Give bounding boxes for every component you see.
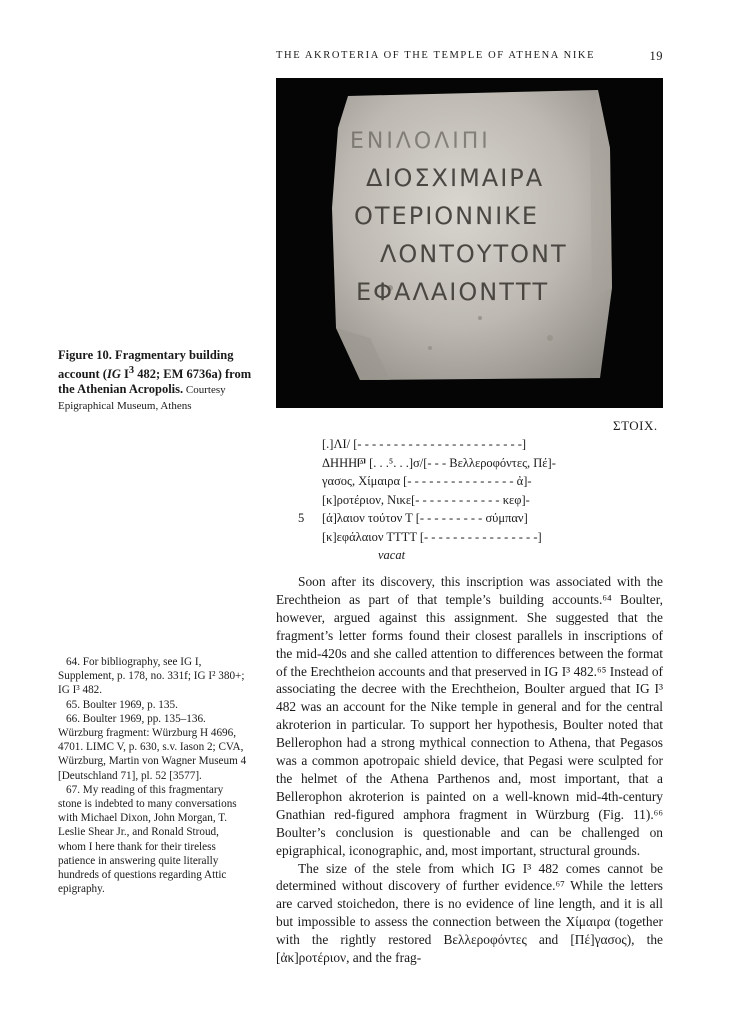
insc-line: [.]ΛΙ/ [- - - - - - - - - - - - - - - - - - - - - - -] xyxy=(322,437,527,451)
line-number: 5 xyxy=(298,511,305,525)
insc-line: γασος, Χίμαιρα [- - - - - - - - - - - - - - - ἀ]- xyxy=(322,474,532,488)
body-text xyxy=(276,573,663,967)
inscription-transcription xyxy=(298,435,622,565)
insc-line: ΔΗΗΗ𐅄 [. . .⁵. . .]σ/[- - - Βελλεροφόντες, Πέ]- xyxy=(322,455,556,470)
footnote: 65. Boulter 1969, p. 135. xyxy=(66,698,178,711)
caption-ig: IG xyxy=(106,367,121,382)
stoix-label: ΣΤΟΙΧ. xyxy=(613,418,658,433)
caption-bold: Figure 10. Fragmentary building account ( xyxy=(58,348,234,382)
stone-line-4: ΛΟΝΤΟΥΤΟΝΤ xyxy=(380,240,568,268)
caption-rest: 482; EM 6736a) from the Athenian Acropolis. xyxy=(58,367,252,397)
vacat: vacat xyxy=(378,548,406,562)
caption-credit: Courtesy Epigraphical Museum, Athens xyxy=(58,384,226,413)
footnote: 67. My reading of this fragmentary stone is indebted to many conversations with Michael Dixon, John Morgan, T. Leslie Shear Jr., and Ronald Stroud, whom I here thank for their tireless patience in answering quite literally hundreds of questions regarding Attic epigraphy. xyxy=(58,783,237,896)
body-paragraph: The size of the stele from which IG I³ 482 comes cannot be determined without discovery of further evidence.⁶⁷ While the letters are carved stoichedon, there is no evidence of line length, and it is all but impossible to assess the connection between the Χίμαιρα (together with the rightly restored Βελλεροφόντες and [Πέ]γασος), the [ἀκ]ροτέριον, and the frag- xyxy=(276,860,663,966)
inscribed-stone-image xyxy=(330,88,614,384)
insc-line: [κ]εφάλαιον ΤΤΤΤ [- - - - - - - - - - - - - - - -] xyxy=(322,529,542,544)
footnote: 64. For bibliography, see IG I, Supplement, p. 178, no. 331f; IG I² 380+; IG I³ 482. xyxy=(58,656,245,697)
body-paragraph: Soon after its discovery, this inscription was associated with the Erechtheion as part of that temple’s building accounts.⁶⁴ Boulter, however, argued against this assignment. She suggested that the fragment’s letter forms found their closest parallels in inscriptions of the mid-420s and she called attention to differences between the format of the Erechtheion accounts and that preserved in IG I³ 482.⁶⁵ Instead of associating the decree with the Erechtheion, Boulter argued that IG I³ 482 was an account for the Nike temple in general and for the central akroterion in particular. To support her hypothesis, Boulter noted that Bellerophon had a strong mythical connection to Athena, that Pegasos was a common apotropaic shield device, that Pegasi were sculpted for the helmet of the Athena Parthenos and, most important, that a Bellerophon akroterion is painted on a well-known mid-4th-century Gnathian red-figured amphora fragment in Würzburg (Fig. 11).⁶⁶ Boulter’s conclusion is questionable and can be challenged on epigraphical, iconographic, and, most important, structural grounds. xyxy=(276,574,663,858)
caption-sup: 3 xyxy=(128,365,135,376)
stone-line-3: ΟΤΕΡΙΟΝΝΙΚΕ xyxy=(354,202,540,230)
stone-line-2: ΔΙΟΣΧΙΜΑΙΡΑ xyxy=(366,164,545,192)
footnote: 66. Boulter 1969, pp. 135–136. Würzburg fragment: Würzburg H 4696, 4701. LIMC V, p. 630, s.v. Iason 2; CVA, Würzburg, Martin von Wagner Museum 4 [Deutschland 71], pl. 52 [3577]. xyxy=(58,712,247,782)
insc-line-5 xyxy=(298,509,622,528)
footnotes xyxy=(58,655,248,896)
insc-line-5-text: [ά]λαιον τούτον Τ [- - - - - - - - - σύμπαν] xyxy=(322,511,528,525)
running-title: THE AKROTERIA OF THE TEMPLE OF ATHENA NIKE xyxy=(276,50,596,61)
page-number: 19 xyxy=(649,49,663,63)
stone-line-5: ΕΦΑΛΑΙΟΝΤΤΤ xyxy=(356,278,550,306)
insc-line: [κ]ροτέριον, Νικε[- - - - - - - - - - - - κεφ]- xyxy=(322,492,530,507)
figure-caption xyxy=(58,348,258,414)
stone-line-1: ΕΝΙΛΟΛΙΠΙ xyxy=(350,129,491,154)
caption-ref: I xyxy=(120,367,129,382)
figure-photo xyxy=(276,78,663,408)
